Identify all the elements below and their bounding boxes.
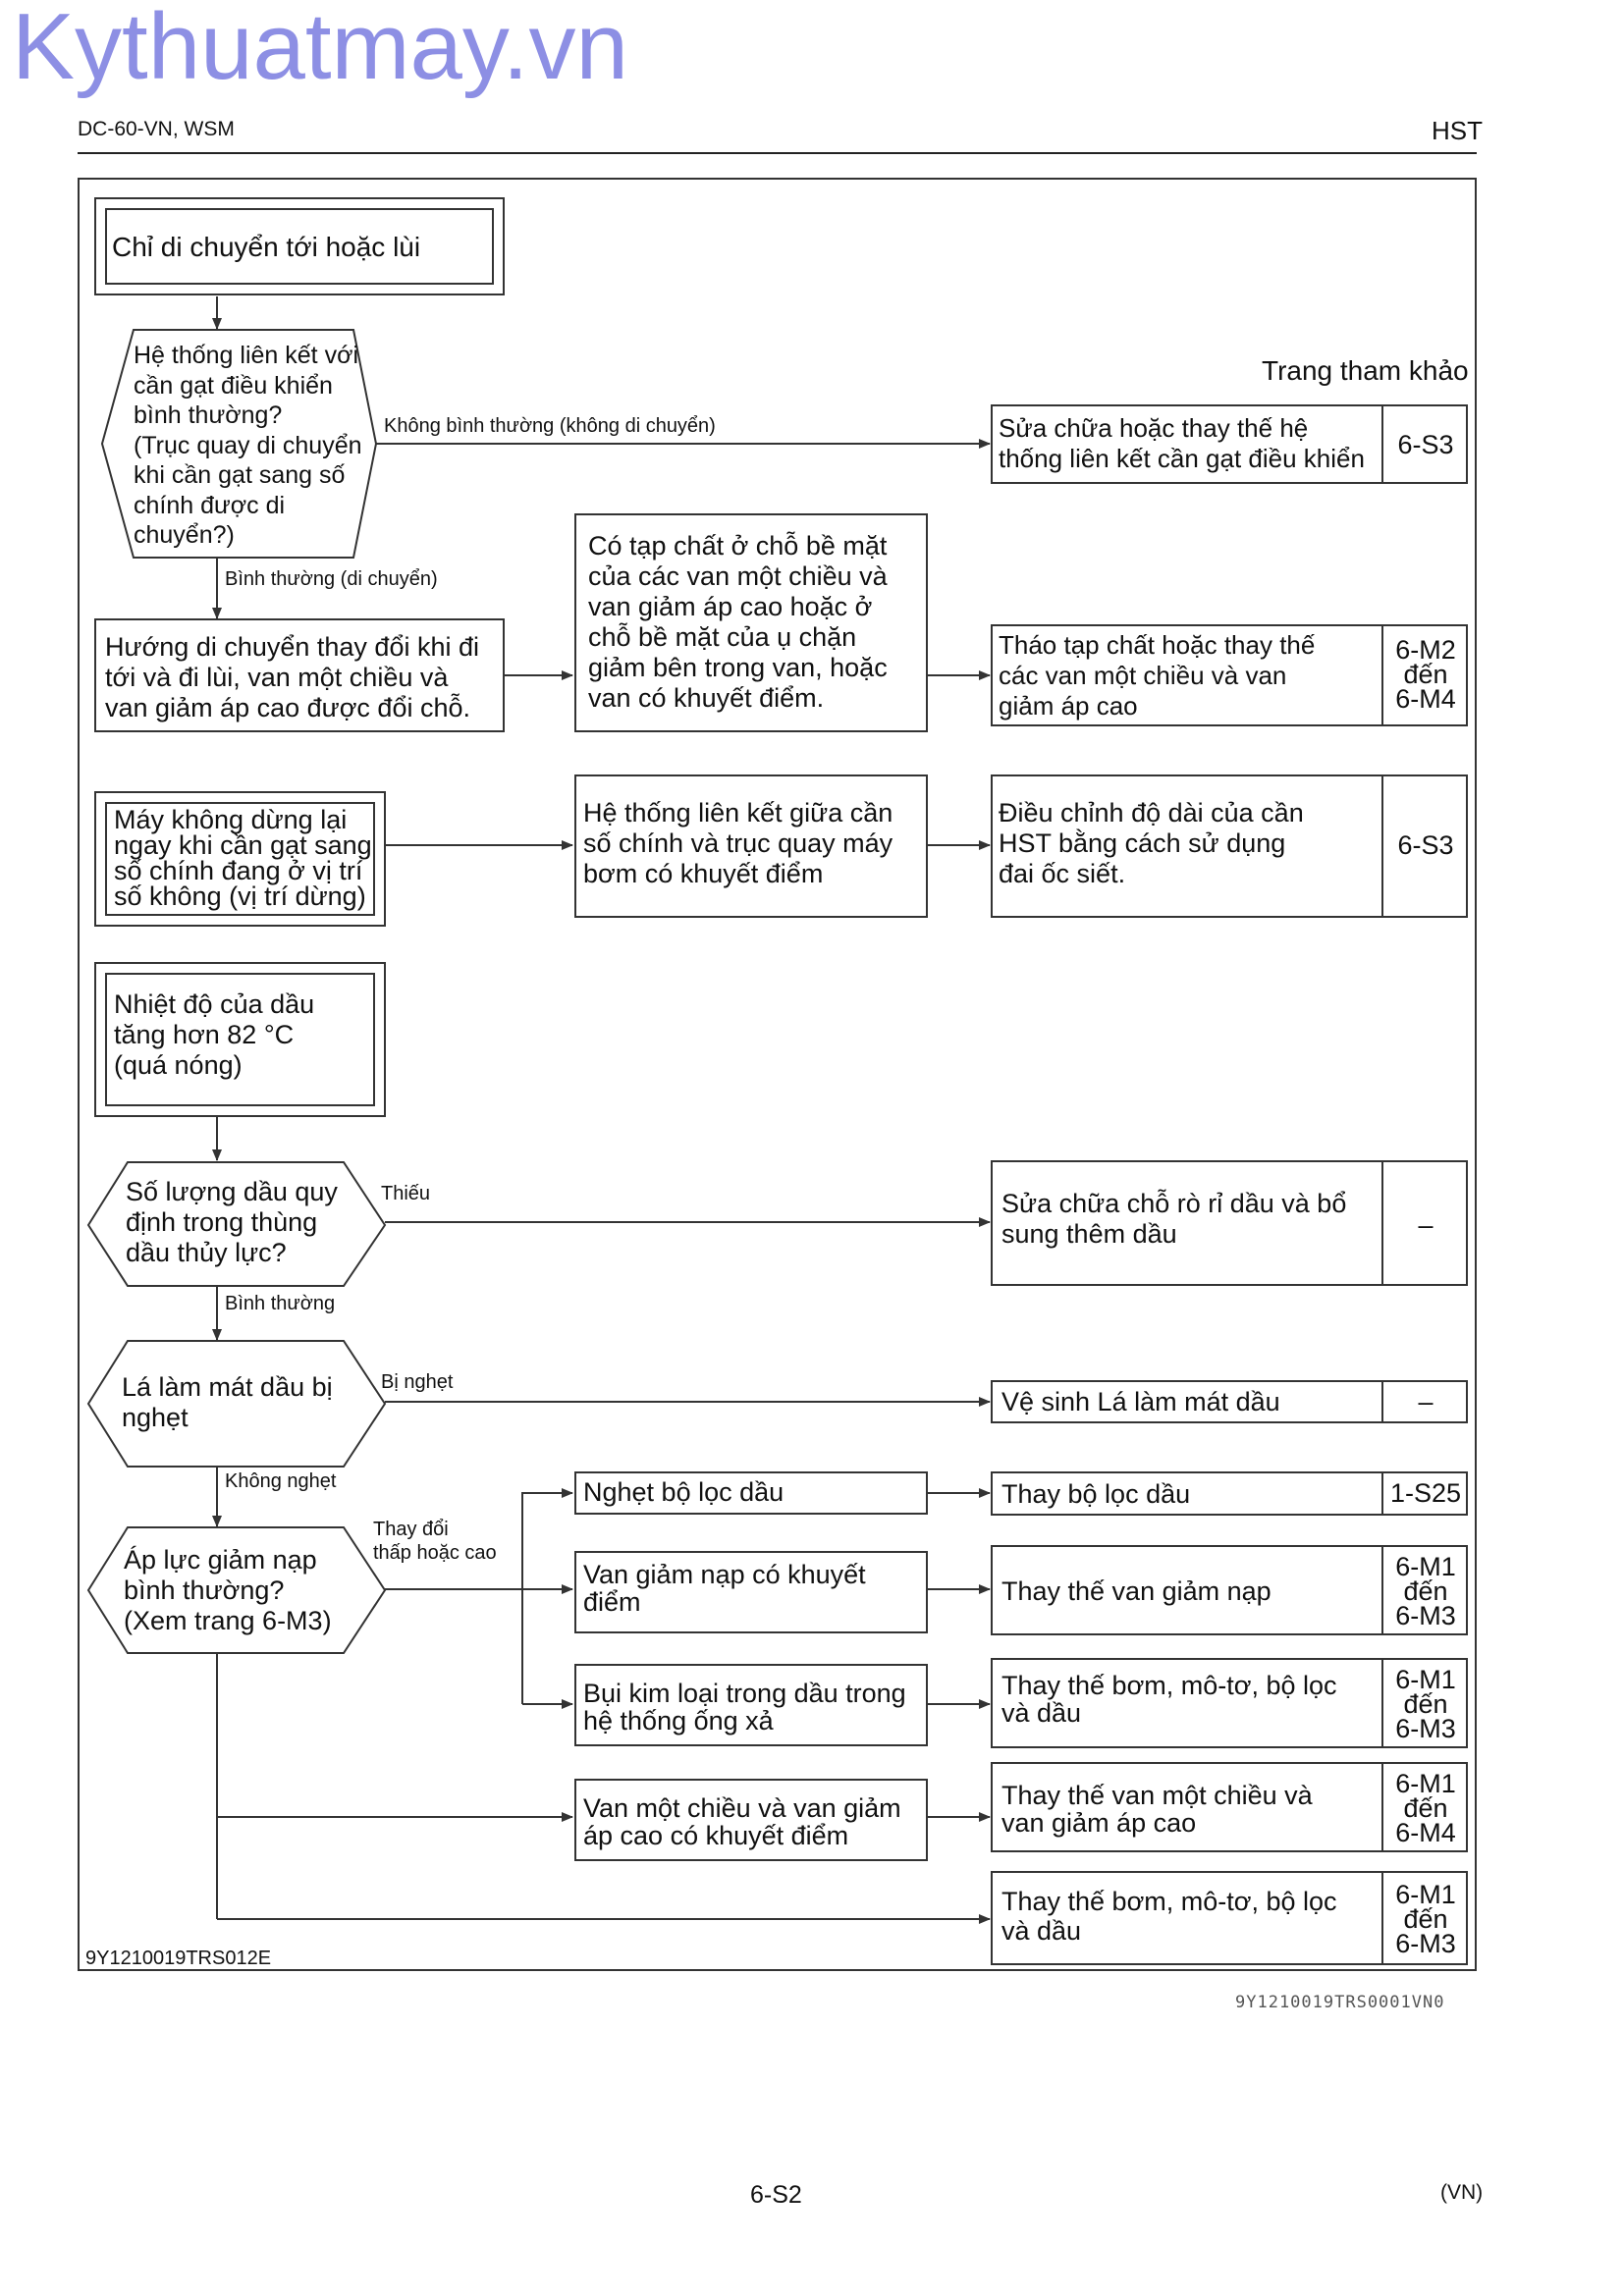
result-oil-box xyxy=(991,1160,1468,1286)
header-doc-title: DC-60-VN, WSM xyxy=(78,118,235,140)
label-oil-normal: Bình thường xyxy=(225,1293,336,1314)
result-check-valve-box xyxy=(991,1762,1468,1852)
result-oil-text: Sửa chữa chỗ rò rỉ dầu và bổ sung thêm dầu xyxy=(1001,1189,1347,1249)
result-filter-text: Thay bộ lọc dầu xyxy=(1001,1479,1191,1509)
ref-adjust: 6-S3 xyxy=(1397,830,1454,860)
result-linkage-text: Sửa chữa hoặc thay thế hệ thống liên kết cần gạt điều khiển xyxy=(999,413,1365,473)
label-linkage-normal: Bình thường (di chuyển) xyxy=(225,568,438,590)
ref-cooler: – xyxy=(1418,1387,1434,1416)
document-code: 9Y1210019TRS0001VN0 xyxy=(1235,1993,1445,2012)
result-charge-valve-text: Thay thế van giảm nạp xyxy=(1001,1576,1271,1606)
cause-metal-box xyxy=(574,1664,928,1746)
result-pump-box xyxy=(991,1871,1468,1965)
overheat-box xyxy=(94,962,386,1117)
decision-cooler-text: Lá làm mát dầu bị nghẹt xyxy=(122,1372,333,1432)
ref-charge-valve: 6-M1 đến 6-M3 xyxy=(1395,1552,1456,1630)
linkage-defect-box xyxy=(574,774,928,918)
foreign-matter-box xyxy=(574,513,928,732)
result-foreign-text: Tháo tạp chất hoặc thay thế các van một chiều và van giảm áp cao xyxy=(999,630,1316,721)
linkage-defect-text: Hệ thống liên kết giữa cần số chính và trục quay máy bơm có khuyết điểm xyxy=(583,798,893,888)
result-linkage-box xyxy=(991,404,1468,484)
label-charge-bad: Thay đổi thấp hoặc cao xyxy=(373,1519,497,1564)
ref-filter: 1-S25 xyxy=(1389,1478,1462,1508)
cause-metal-text: Bụi kim loại trong dầu trong hệ thống ống xả xyxy=(583,1679,906,1735)
decision-oil-text: Số lượng dầu quy định trong thùng dầu thủy lực? xyxy=(126,1177,338,1267)
label-oil-low: Thiếu xyxy=(381,1183,431,1204)
direction-text: Hướng di chuyển thay đổi khi đi tới và đi lùi, van một chiều và van giảm áp cao được đổi chỗ. xyxy=(105,632,479,722)
header-section: HST xyxy=(1432,116,1483,145)
not-stop-box xyxy=(94,791,386,927)
cause-filter-box xyxy=(574,1471,928,1515)
result-check-valve-text: Thay thế van một chiều và van giảm áp cao xyxy=(1001,1781,1313,1838)
not-stop-text: Máy không dừng lại ngay khi cần gạt sang số chính đang ở vị trí số không (vị trí dừng) xyxy=(114,805,372,911)
start-text: Chỉ di chuyển tới hoặc lùi xyxy=(112,232,421,262)
reference-heading: Trang tham khảo xyxy=(1262,355,1469,386)
decision-linkage-text: Hệ thống liên kết với cần gạt điều khiển bình thường? (Trục quay di chuyển khi cần gạt sang số chính được di chuyển?) xyxy=(134,342,362,549)
language-tag: (VN) xyxy=(1440,2181,1484,2204)
cause-charge-valve-text: Van giảm nạp có khuyết điểm xyxy=(583,1560,866,1617)
watermark: Kythuatmay.vn xyxy=(12,0,628,99)
figure-code: 9Y1210019TRS012E xyxy=(85,1948,272,1969)
result-adjust-box xyxy=(991,774,1468,918)
foreign-matter-text: Có tạp chất ở chỗ bề mặt của các van một chiều và van giảm áp cao hoặc ở chỗ bề mặt của ụ chặn giảm bên trong van, hoặc van có khuyết điểm. xyxy=(588,531,888,713)
result-cooler-box xyxy=(991,1380,1468,1423)
cause-charge-valve-box xyxy=(574,1551,928,1633)
overheat-text: Nhiệt độ của dầu tăng hơn 82 °C (quá nóng) xyxy=(114,989,315,1080)
ref-pump: 6-M1 đến 6-M3 xyxy=(1395,1880,1456,1958)
ref-oil: – xyxy=(1418,1210,1434,1240)
cause-check-valve-text: Van một chiều và van giảm áp cao có khuyết điểm xyxy=(583,1793,901,1850)
label-linkage-abnormal: Không bình thường (không di chuyển) xyxy=(384,415,716,437)
page-number: 6-S2 xyxy=(750,2181,802,2209)
result-metal-box xyxy=(991,1658,1468,1748)
cause-filter-text: Nghẹt bộ lọc dầu xyxy=(583,1477,784,1507)
result-pump-text: Thay thế bơm, mô-tơ, bộ lọc và dầu xyxy=(1001,1887,1337,1946)
label-cooler-ok: Không nghẹt xyxy=(225,1470,337,1492)
label-cooler-clogged: Bị nghẹt xyxy=(381,1371,454,1393)
start-box xyxy=(94,197,505,295)
result-filter-box xyxy=(991,1471,1468,1516)
result-foreign-box xyxy=(991,624,1468,726)
result-charge-valve-box xyxy=(991,1545,1468,1635)
ref-linkage: 6-S3 xyxy=(1397,430,1454,459)
ref-foreign: 6-M2 đến 6-M4 xyxy=(1395,635,1456,714)
direction-box xyxy=(94,618,505,732)
result-metal-text: Thay thế bơm, mô-tơ, bộ lọc và dầu xyxy=(1001,1671,1337,1728)
result-adjust-text: Điều chỉnh độ dài của cần HST bằng cách sử dụng đai ốc siết. xyxy=(999,798,1304,888)
ref-check-valve: 6-M1 đến 6-M4 xyxy=(1395,1769,1456,1847)
result-cooler-text: Vệ sinh Lá làm mát dầu xyxy=(1001,1387,1280,1416)
cause-check-valve-box xyxy=(574,1779,928,1861)
decision-charge-text: Áp lực giảm nạp bình thường? (Xem trang 6-M3) xyxy=(124,1545,332,1635)
ref-metal: 6-M1 đến 6-M3 xyxy=(1395,1665,1456,1743)
